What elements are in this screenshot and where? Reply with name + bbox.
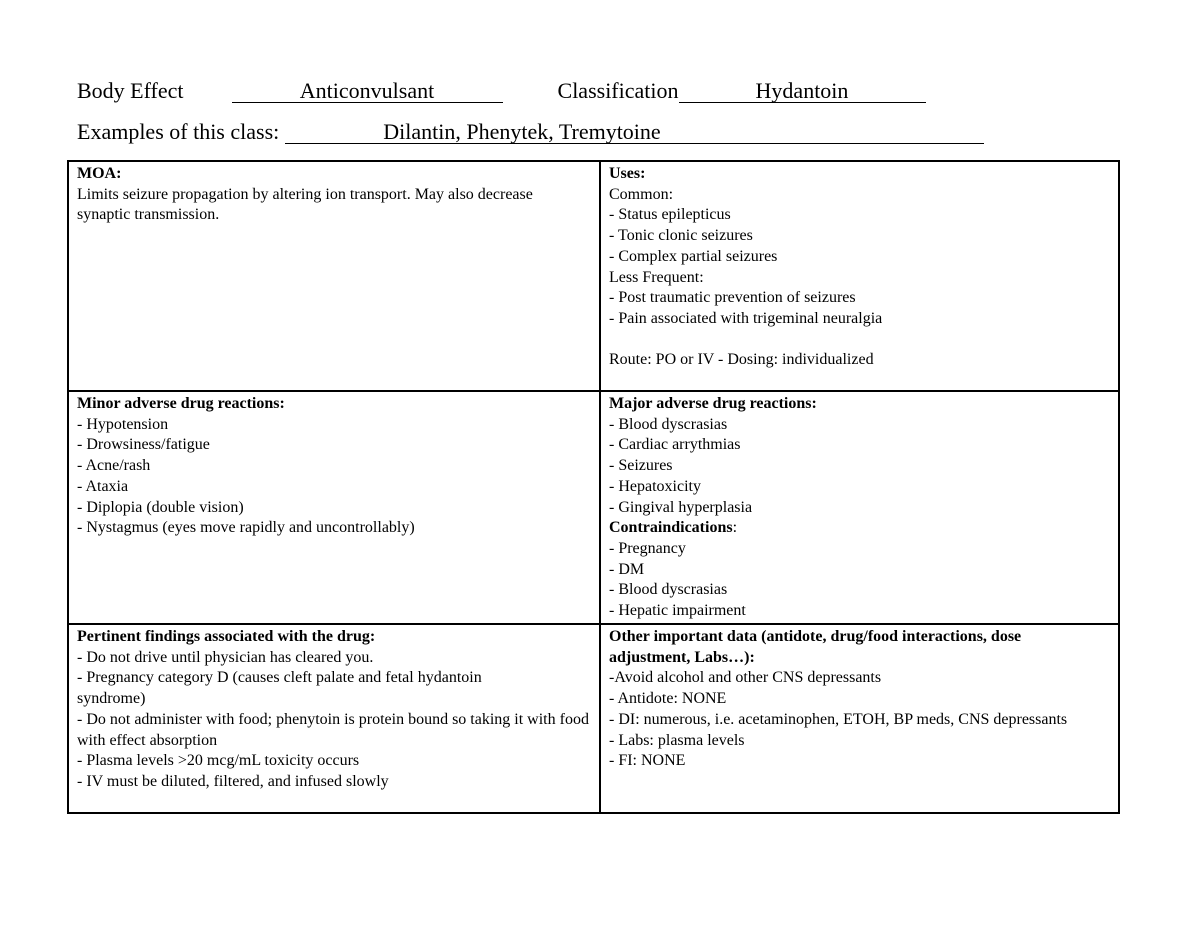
list-item: - Ataxia (77, 477, 129, 495)
list-item: - Pregnancy (609, 539, 686, 557)
pertinent-findings-title: Pertinent findings associated with the drug: (77, 628, 376, 645)
list-item: - Tonic clonic seizures (609, 227, 753, 245)
list-item: - Seizures (609, 457, 673, 475)
list-item: - Acne/rash (77, 457, 151, 475)
other-data-cell (600, 624, 1119, 813)
list-item: - Diplopia (double vision) (77, 498, 244, 516)
minor-adr-cell (68, 391, 600, 624)
list-item: - DM (609, 560, 645, 578)
list-item: - DI: numerous, i.e. acetaminophen, ETOH, BP meds, CNS depressants (609, 710, 1068, 728)
list-item: - Nystagmus (eyes move rapidly and uncontrollably) (77, 519, 415, 537)
uses-title: Uses: (609, 165, 646, 182)
list-item: - Plasma levels >20 mcg/mL toxicity occurs (77, 752, 360, 770)
list-item: - Antidote: NONE (609, 690, 727, 708)
examples-value-text: Dilantin, Phenytek, Tremytoine (383, 119, 661, 144)
list-item: - Pain associated with trigeminal neuralgia (609, 309, 883, 327)
major-adr-title: Major adverse drug reactions: (609, 395, 817, 412)
contraindications-colon: : (732, 519, 738, 537)
moa-text: Limits seizure propagation by altering ion transport. May also decrease synaptic transmission. (77, 185, 533, 224)
classification-value: Hydantoin (679, 80, 926, 103)
list-item: - Complex partial seizures (609, 247, 778, 265)
body-effect-value: Anticonvulsant (232, 80, 503, 103)
examples-value (285, 121, 984, 144)
list-item: - Drowsiness/fatigue (77, 436, 210, 454)
header-line-1 (77, 78, 926, 104)
major-adr-cell (600, 391, 1119, 624)
list-item: - Do not drive until physician has cleared you. (77, 648, 374, 666)
list-item: - IV must be diluted, filtered, and infused slowly (77, 772, 389, 790)
spacer (609, 330, 1110, 351)
list-item: - FI: NONE (609, 752, 686, 770)
list-item: - Post traumatic prevention of seizures (609, 289, 856, 307)
table-row (68, 391, 1119, 624)
minor-adr-title: Minor adverse drug reactions: (77, 395, 285, 412)
body-effect-label: Body Effect (77, 78, 184, 103)
drug-worksheet-table (67, 160, 1120, 814)
list-item: - Hepatic impairment (609, 602, 746, 620)
list-item: - Blood dyscrasias (609, 415, 728, 433)
uses-less-label: Less Frequent: (609, 268, 704, 286)
list-item: - Hepatoxicity (609, 477, 701, 495)
list-item: - Do not administer with food; phenytoin is protein bound so taking it with food with effect absorption (77, 710, 589, 749)
moa-cell (68, 161, 600, 391)
list-item: - Pregnancy category D (causes cleft palate and fetal hydantoin syndrome) (77, 669, 482, 708)
moa-title: MOA: (77, 165, 122, 182)
list-item: - Cardiac arrythmias (609, 436, 741, 454)
examples-label: Examples of this class: (77, 119, 280, 144)
classification-label: Classification (557, 78, 679, 103)
table-row (68, 161, 1119, 391)
uses-cell (600, 161, 1119, 391)
list-item: - Blood dyscrasias (609, 581, 728, 599)
uses-common-label: Common: (609, 185, 674, 203)
contraindications-title: Contraindications (609, 519, 733, 537)
uses-route: Route: PO or IV - Dosing: individualized (609, 351, 874, 369)
list-item: -Avoid alcohol and other CNS depressants (609, 669, 882, 687)
table-row (68, 624, 1119, 813)
list-item: - Status epilepticus (609, 206, 731, 224)
list-item: - Hypotension (77, 415, 169, 433)
contraindications-heading (609, 518, 1110, 539)
header-line-2 (77, 119, 984, 145)
list-item: - Labs: plasma levels (609, 731, 745, 749)
list-item: - Gingival hyperplasia (609, 498, 753, 516)
pertinent-findings-cell (68, 624, 600, 813)
other-data-title: Other important data (antidote, drug/food interactions, dose adjustment, Labs…): (609, 628, 1022, 666)
